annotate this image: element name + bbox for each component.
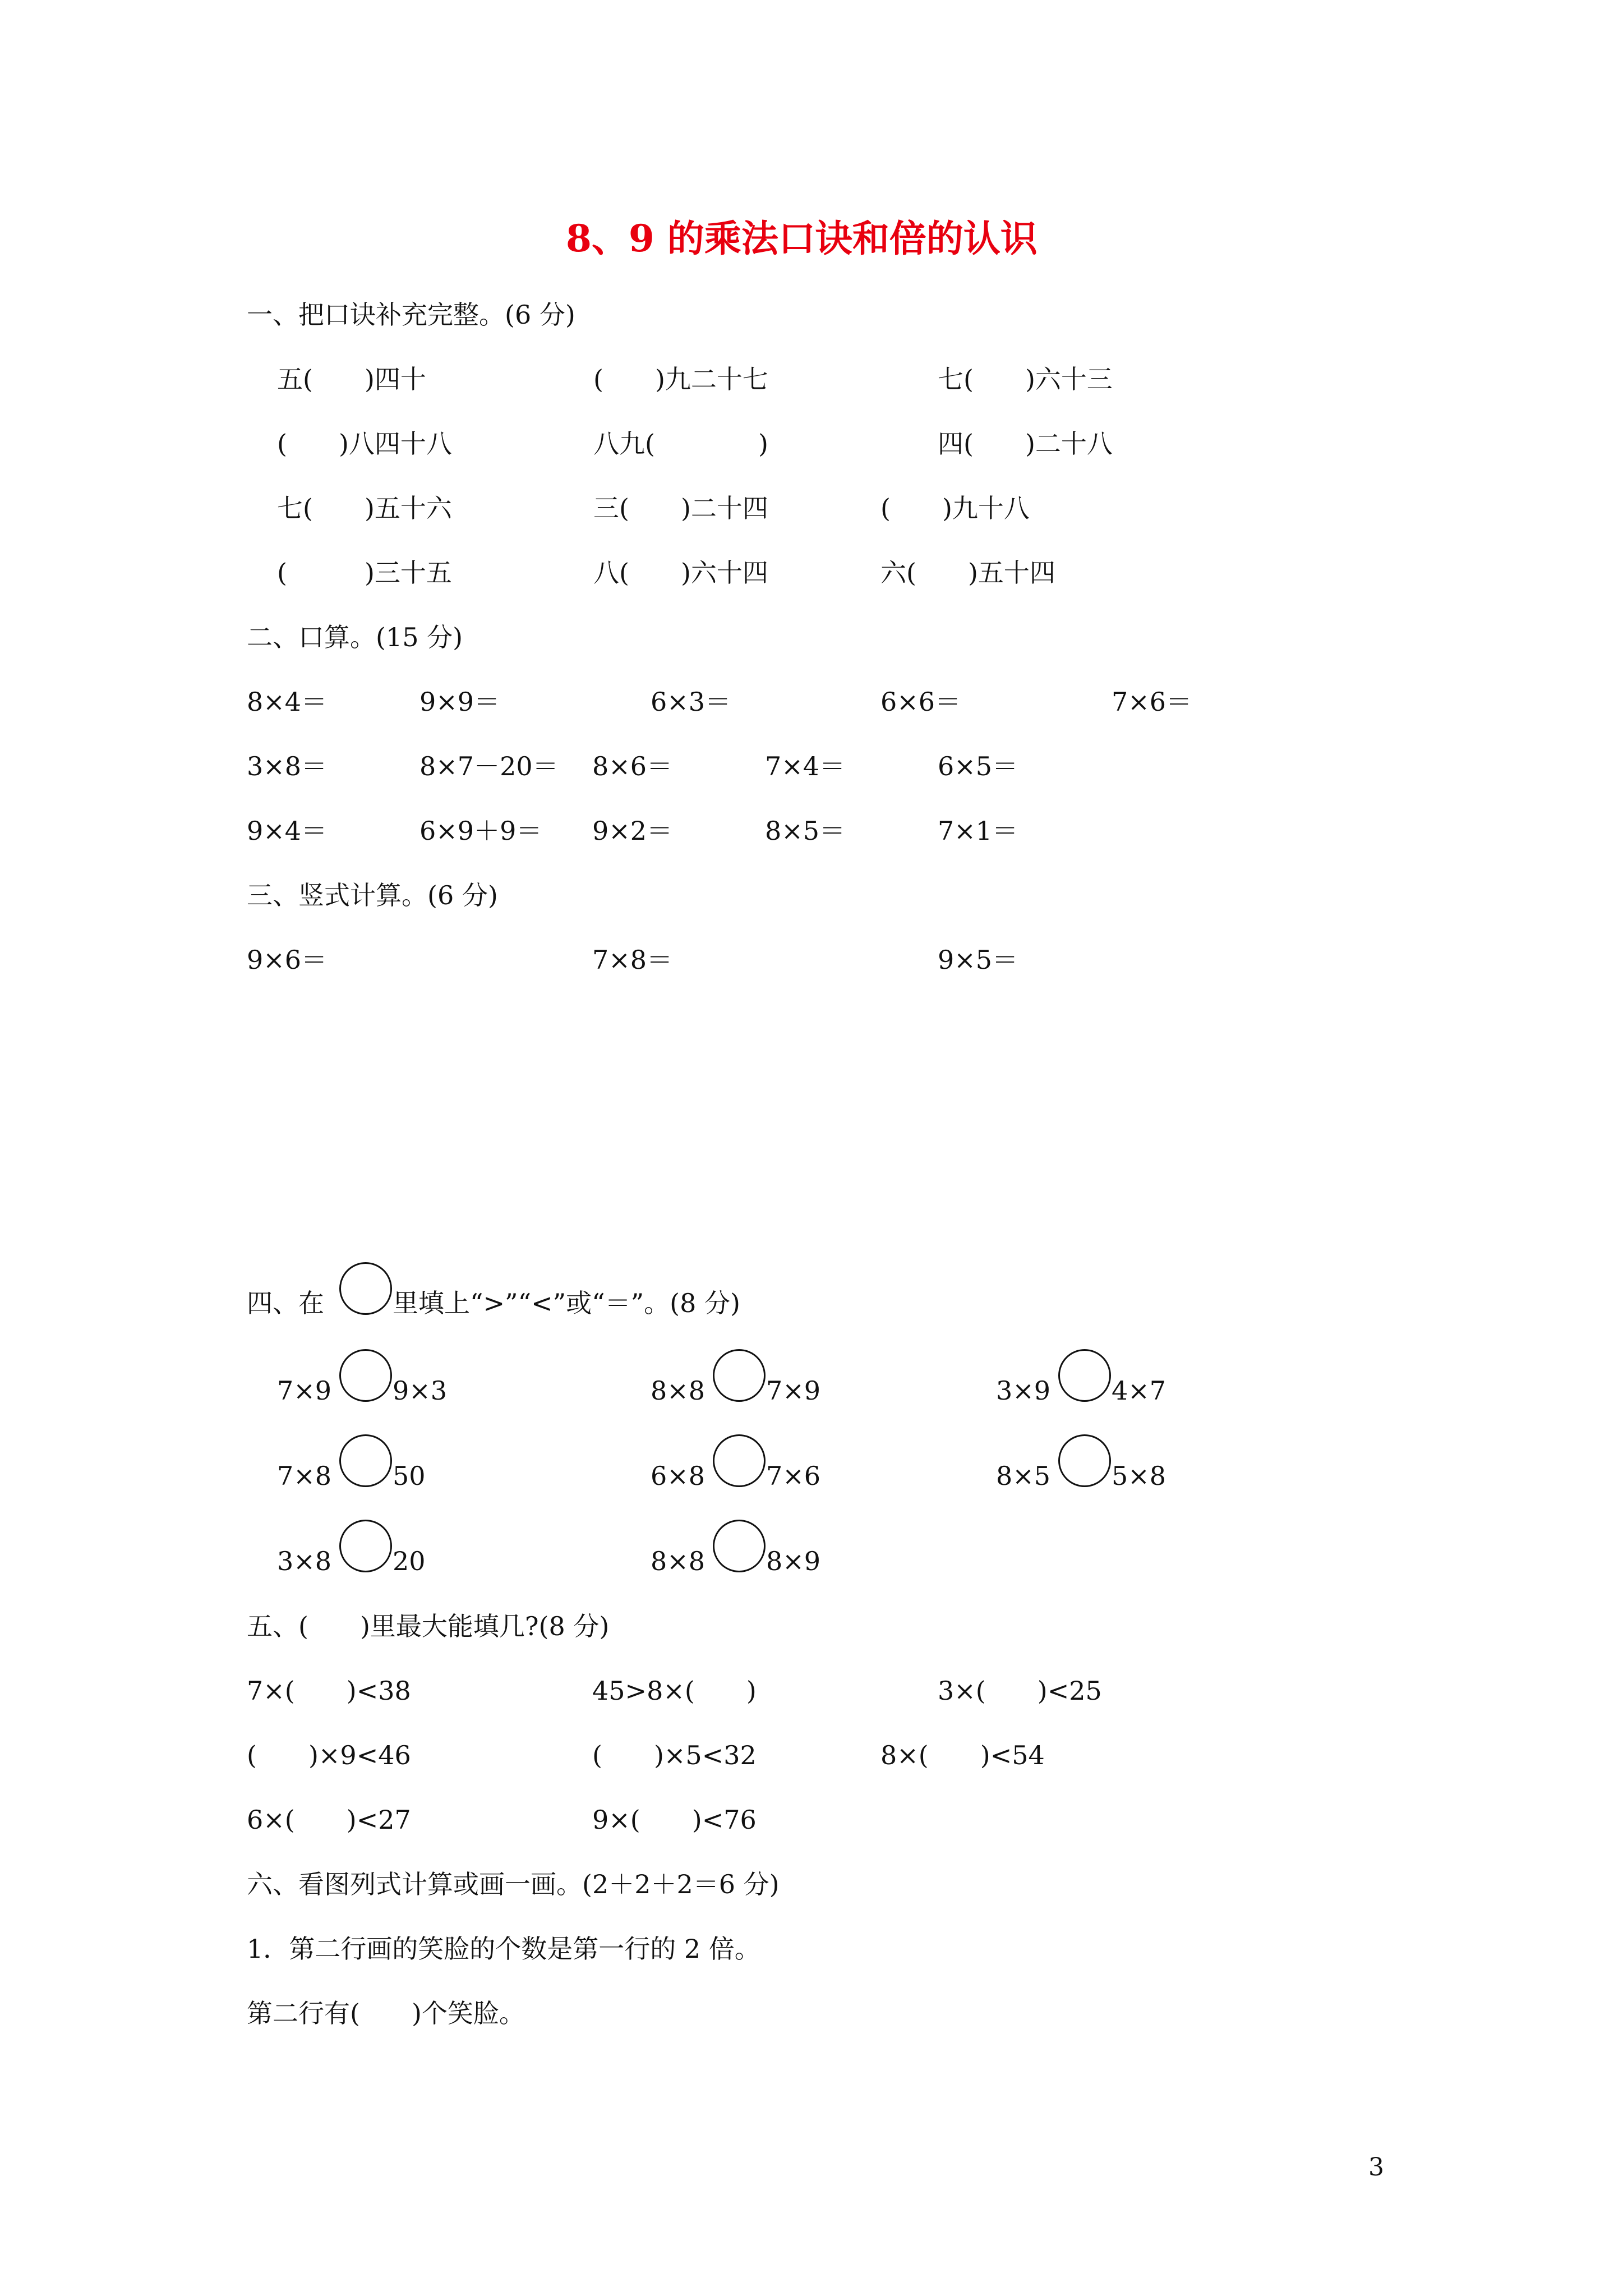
compare-left: 8×8 [651,1375,706,1406]
section-2-heading: 二、口算。(15 分) [247,622,463,652]
fill-item: 八( )六十四 [593,558,768,588]
vertical-calc-item: 9×5＝ [938,945,1018,975]
compare-circle-icon[interactable] [1058,1434,1111,1487]
max-fill-item: 7×( )<38 [247,1676,411,1706]
fill-item: ( )三十五 [277,558,452,588]
page-title: 8、9 的乘法口诀和倍的认识 [566,217,1038,260]
compare-right: 4×7 [1112,1375,1166,1406]
max-fill-item: 8×( )<54 [880,1740,1045,1770]
compare-circle-icon[interactable] [713,1520,766,1572]
max-fill-item: ( )×9<46 [247,1740,411,1770]
compare-circle-icon[interactable] [339,1434,392,1487]
page-number: 3 [1368,2153,1384,2182]
compare-circle-icon[interactable] [339,1349,392,1402]
compare-circle-icon[interactable] [713,1349,766,1402]
calc-item: 9×9＝ [419,687,500,717]
compare-right: 50 [393,1461,426,1491]
calc-item: 6×3＝ [651,687,731,717]
compare-right: 7×9 [766,1375,821,1406]
calc-item: 6×5＝ [938,751,1018,781]
question-answer-line: 第二行有( )个笑脸。 [247,1998,525,2028]
compare-left: 8×8 [651,1546,706,1576]
compare-left: 7×8 [277,1461,332,1491]
section-3-heading: 三、竖式计算。(6 分) [247,880,498,910]
fill-item: 六( )五十四 [880,558,1055,588]
max-fill-item: 6×( )<27 [247,1805,411,1835]
calc-item: 9×2＝ [592,816,673,846]
max-fill-item: 3×( )<25 [938,1676,1102,1706]
calc-item: 9×4＝ [247,816,328,846]
compare-circle-icon [339,1262,392,1315]
compare-circle-icon[interactable] [339,1520,392,1572]
calc-item: 7×4＝ [765,751,846,781]
fill-item: 七( )五十六 [277,493,452,523]
compare-right: 5×8 [1112,1461,1166,1491]
compare-left: 3×8 [277,1546,332,1576]
compare-right: 8×9 [766,1546,821,1576]
compare-right: 9×3 [393,1375,448,1406]
section-4-heading-post: 里填上“>”“<”或“＝”。(8 分) [393,1288,740,1318]
calc-item: 8×4＝ [247,687,328,717]
compare-left: 7×9 [277,1375,332,1406]
compare-right: 20 [393,1546,426,1576]
vertical-calc-item: 7×8＝ [592,945,673,975]
section-4-heading-pre: 四、在 [247,1288,324,1318]
fill-item: 八九( ) [593,429,768,459]
compare-circle-icon[interactable] [713,1434,766,1487]
section-1-heading: 一、把口诀补充完整。(6 分) [247,300,575,330]
fill-item: 四( )二十八 [938,429,1113,459]
calc-item: 8×5＝ [765,816,846,846]
fill-item: 五( )四十 [277,364,426,394]
calc-item: 6×9＋9＝ [419,816,542,846]
calc-item: 7×1＝ [938,816,1018,846]
section-5-heading: 五、( )里最大能填几?(8 分) [247,1611,610,1641]
vertical-calc-item: 9×6＝ [247,945,328,975]
fill-item: 七( )六十三 [938,364,1113,394]
calc-item: 8×6＝ [592,751,673,781]
max-fill-item: 9×( )<76 [592,1805,757,1835]
compare-right: 7×6 [766,1461,821,1491]
fill-item: ( )八四十八 [277,429,452,459]
compare-left: 6×8 [651,1461,706,1491]
max-fill-item: 45>8×( ) [592,1676,757,1706]
max-fill-item: ( )×5<32 [592,1740,757,1770]
calc-item: 3×8＝ [247,751,328,781]
calc-item: 8×7－20＝ [419,751,559,781]
calc-item: 6×6＝ [880,687,961,717]
compare-left: 8×5 [996,1461,1051,1491]
fill-item: ( )九二十七 [593,364,768,394]
fill-item: 三( )二十四 [593,493,768,523]
calc-item: 7×6＝ [1112,687,1192,717]
section-6-heading: 六、看图列式计算或画一画。(2＋2＋2＝6 分) [247,1869,780,1899]
compare-circle-icon[interactable] [1058,1349,1111,1402]
fill-item: ( )九十八 [880,493,1030,523]
compare-left: 3×9 [996,1375,1051,1406]
question-text: 1．第二行画的笑脸的个数是第一行的 2 倍。 [247,1934,760,1964]
